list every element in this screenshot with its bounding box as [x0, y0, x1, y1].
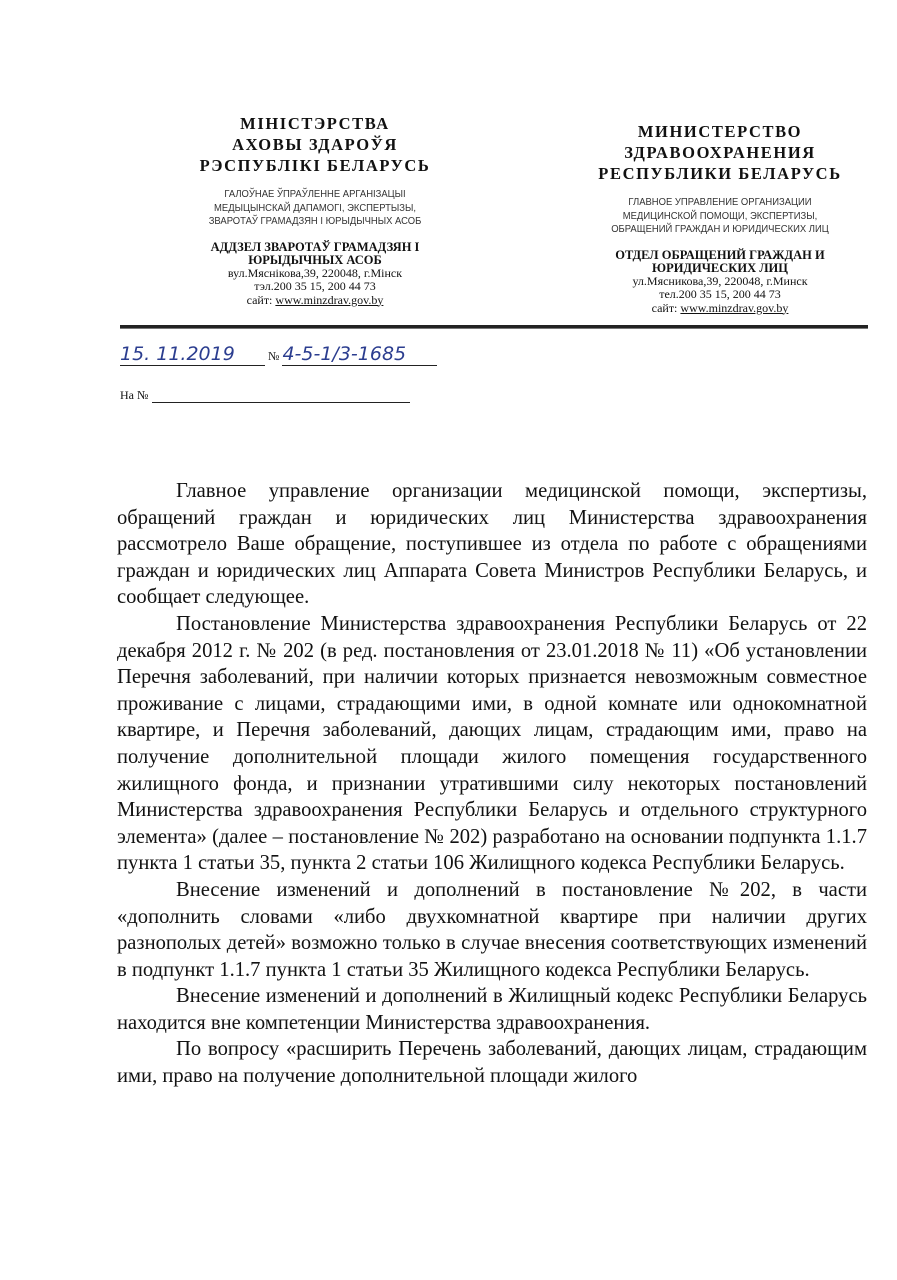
website: [500, 302, 897, 316]
subdivision-line: ОБРАЩЕНИЙ ГРАЖДАН И ЮРИДИЧЕСКИХ ЛИЦ: [611, 223, 829, 235]
address: вул.Мяснікова,39, 220048, г.Мінск: [227, 265, 403, 280]
number-sign: №: [268, 349, 280, 363]
website-link[interactable]: www.minzdrav.gov.by: [680, 300, 789, 315]
website-link[interactable]: www.minzdrav.gov.by: [275, 292, 384, 307]
address: ул.Мясникова,39, 220048, г.Минск: [632, 273, 808, 288]
reply-to-number: [120, 388, 410, 403]
header-divider: [120, 325, 868, 329]
department-line: АДДЗЕЛ ЗВАРОТАЎ ГРАМАДЗЯН І: [210, 239, 420, 254]
ministry-title-line: МІНІСТЭРСТВА: [240, 114, 390, 133]
subdivision-line: ЗВАРОТАЎ ГРАМАДЗЯН І ЮРЫДЫЧНЫХ АСОБ: [208, 215, 422, 227]
outgoing-number: 4-5-1/3-1685: [282, 343, 437, 366]
letterhead-russian: [500, 121, 897, 315]
registration-number: [120, 343, 437, 366]
paragraph: Главное управление организации медицинской помощи, экспертизы, обращений граждан и юридических лиц Министерства здравоохранения рассмотрело Ваше обращение, поступившее из отдела по работе с обращениями граждан и юридических лиц Аппарата Совета Министров Республики Беларусь, и сообщает следующее.: [117, 480, 867, 609]
department: [500, 249, 897, 275]
ministry-title-line: РЭСПУБЛІКІ БЕЛАРУСЬ: [199, 156, 431, 175]
ministry-title-line: ЗДРАВООХРАНЕНИЯ: [624, 143, 816, 162]
website: [110, 294, 520, 308]
paragraph: Внесение изменений и дополнений в постановление №202, в части «дополнить словами «либо двухкомнатной квартире при наличии других разнополых детей» возможно только в случае внесения соответствующих изменений в подпункт 1.1.7 пункта 1 статьи 35 Жилищного кодекса Республики Беларусь.: [117, 878, 867, 981]
letterhead-belarusian: [110, 113, 520, 307]
paragraph: Внесение изменений и дополнений в Жилищный кодекс Республики Беларусь находится вне компетенции Министерства здравоохранения.: [117, 985, 867, 1034]
paragraph: По вопросу «расширить Перечень заболеваний, дающих лицам, страдающим ими, право на получение дополнительной площади жилого: [117, 1038, 867, 1088]
ministry-title-line: РЕСПУБЛИКИ БЕЛАРУСЬ: [598, 164, 842, 183]
ministry-title-line: МИНИСТЕРСТВО: [637, 122, 803, 141]
site-label: сайт:: [651, 300, 678, 315]
paragraph: Постановление Министерства здравоохранения Республики Беларусь от 22 декабря 2012 г. № 202 (в ред. постановления от 23.01.2018 № 11) «Об установлении Перечня заболеваний, при наличии которых признается невозможным совместное проживание с лицами, страдающими ими, в одной комнате или однокомнатной квартире, и Перечня заболеваний, дающих лицам, страдающим ими, право на получение дополнительной площади жилого помещения государственного жилищного фонда, и признании утратившими силу некоторых постановлений Министерства здравоохранения Республики Беларусь и отдельного структурного элемента» (далее – постановление № 202) разработано на основании подпункта 1.1.7 пункта 1 статьи 35, пункта 2 статьи 106 Жилищного кодекса Республики Беларусь.: [117, 612, 867, 875]
reply-to-label: На №: [120, 388, 149, 402]
phone: тел.200 35 15, 200 44 73: [659, 287, 781, 301]
site-label: сайт:: [246, 292, 273, 307]
subdivision: [522, 196, 897, 237]
subdivision-line: ГЛАВНОЕ УПРАВЛЕНИЕ ОРГАНИЗАЦИИ: [628, 196, 812, 208]
department-line: ОТДЕЛ ОБРАЩЕНИЙ ГРАЖДАН И: [615, 247, 825, 262]
ministry-title-line: АХОВЫ ЗДАРОЎЯ: [232, 135, 398, 154]
subdivision-line: МЕДЫЦЫНСКАЙ ДАПАМОГІ, ЭКСПЕРТЫЗЫ,: [214, 201, 416, 214]
subdivision-line: МЕДИЦИНСКОЙ ПОМОЩИ, ЭКСПЕРТИЗЫ,: [622, 209, 818, 222]
department-line: ЮРИДИЧЕСКИХ ЛИЦ: [652, 260, 788, 275]
department: [110, 241, 520, 267]
reply-to-blank: [152, 390, 410, 403]
letter-body: [117, 478, 867, 1090]
date: 15. 11.2019: [120, 343, 265, 366]
subdivision: [131, 188, 500, 229]
department-line: ЮРЫДЫЧНЫХ АСОБ: [248, 252, 382, 267]
subdivision-line: ГАЛОЎНАЕ ЎПРАЎЛЕННЕ АРГАНІЗАЦЫІ: [224, 188, 406, 200]
phone: тэл.200 35 15, 200 44 73: [254, 279, 376, 293]
